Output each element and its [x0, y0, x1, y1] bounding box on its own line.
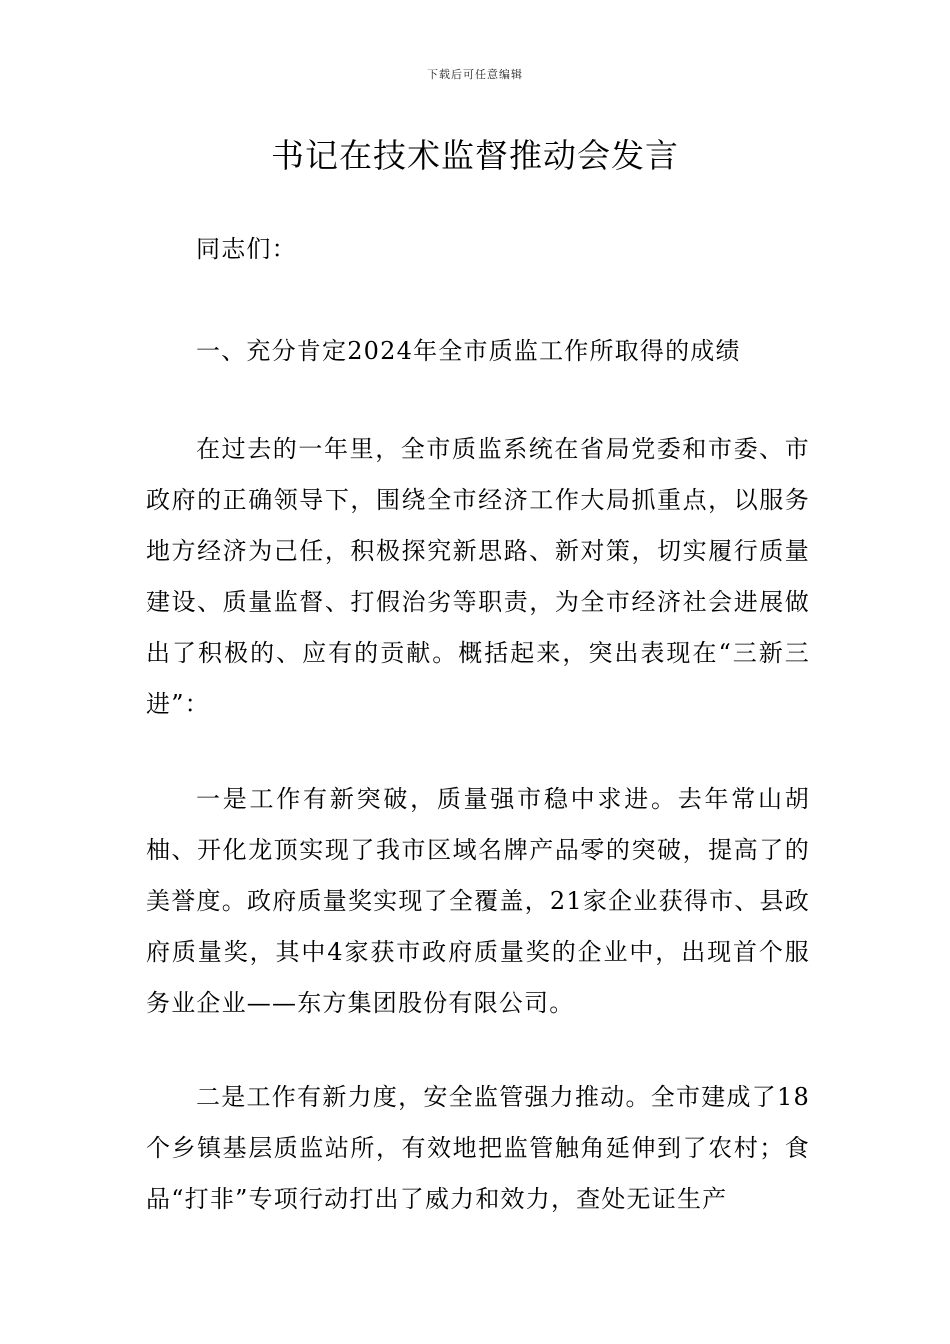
header-note: 下载后可任意编辑	[427, 68, 523, 81]
paragraph: 一是工作有新突破，质量强市稳中求进。去年常山胡柚、开化龙顶实现了我市区域名牌产品零的突破，提高了的美誉度。政府质量奖实现了全覆盖，21家企业获得市、县政府质量奖，其中4家获市政府质量奖的企业中，出现首个服务业企业——东方集团股份有限公司。	[146, 785, 810, 1017]
paragraph: 在过去的一年里，全市质监系统在省局党委和市委、市政府的正确领导下，围绕全市经济工作大局抓重点，以服务地方经济为己任，积极探究新思路、新对策，切实履行质量建设、质量监督、打假治劣等职责，为全市经济社会进展做出了积极的、应有的贡献。概括起来，突出表现在“三新三进”：	[146, 435, 810, 718]
greeting: 同志们：	[196, 235, 297, 263]
paragraph: 二是工作有新力度，安全监管强力推动。全市建成了18个乡镇基层质监站所，有效地把监管触角延伸到了农村；食品“打非”专项行动打出了威力和效力，查处无证生产	[146, 1083, 810, 1213]
section-heading: 一、充分肯定2024年全市质监工作所取得的成绩	[196, 337, 741, 365]
document-title: 书记在技术监督推动会发言	[271, 136, 679, 175]
